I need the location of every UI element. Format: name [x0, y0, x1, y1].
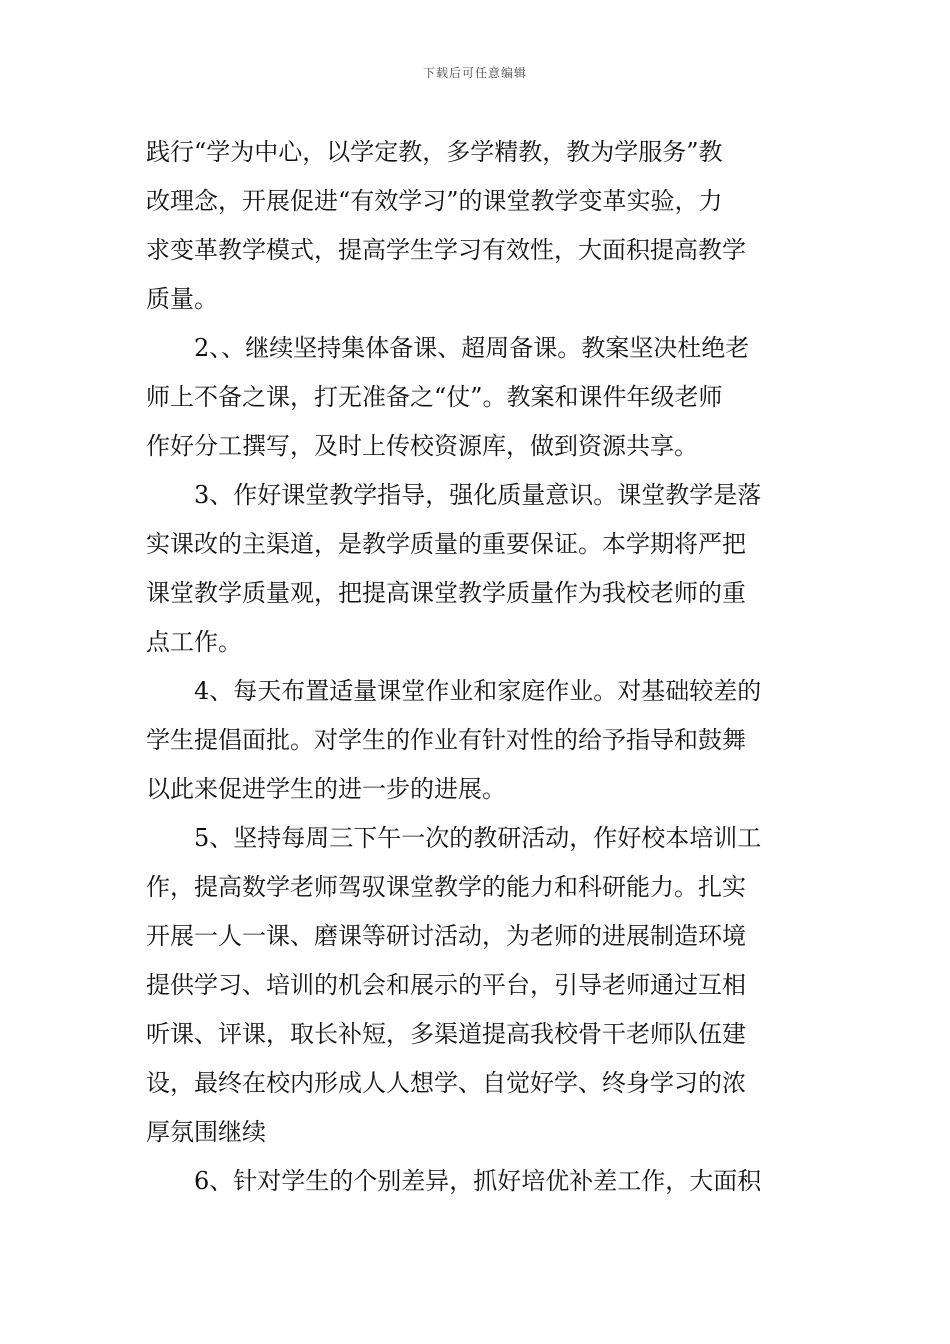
text-line: 5、坚持每周三下午一次的教研活动，作好校本培训工 [194, 824, 762, 852]
text-line: 设，最终在校内形成人人想学、自觉好学、终身学习的浓 [146, 1069, 746, 1097]
text-line: 求变革教学模式，提高学生学习有效性，大面积提高教学 [146, 236, 746, 264]
text-line: 4、每天布置适量课堂作业和家庭作业。对基础较差的 [194, 677, 762, 705]
document-body [146, 128, 806, 1206]
text-line: 质量。 [146, 285, 218, 313]
text-line: 点工作。 [146, 628, 242, 656]
text-line: 6、针对学生的个别差异，抓好培优补差工作，大面积 [194, 1167, 762, 1195]
text-line: 以此来促进学生的进一步的进展。 [146, 775, 506, 803]
text-line: 课堂教学质量观，把提高课堂教学质量作为我校老师的重 [146, 579, 746, 607]
text-line: 3、作好课堂教学指导，强化质量意识。课堂教学是落 [194, 481, 762, 509]
text-line: 2、、继续坚持集体备课、超周备课。教案坚决杜绝老 [194, 334, 750, 362]
header-note: 下载后可任意编辑 [422, 66, 527, 80]
text-line: 提供学习、培训的机会和展示的平台，引导老师通过互相 [146, 971, 746, 999]
text-line: 开展一人一课、磨课等研讨活动，为老师的进展制造环境 [146, 922, 746, 950]
text-line: 学生提倡面批。对学生的作业有针对性的给予指导和鼓舞 [146, 726, 746, 754]
text-line: 实课改的主渠道，是教学质量的重要保证。本学期将严把 [146, 530, 746, 558]
text-line: 作好分工撰写，及时上传校资源库，做到资源共享。 [146, 432, 698, 460]
text-line: 听课、评课，取长补短，多渠道提高我校骨干老师队伍建 [146, 1020, 746, 1048]
text-line: 师上不备之课，打无准备之“仗”。教案和课件年级老师 [146, 383, 723, 411]
text-line: 作，提高数学老师驾驭课堂教学的能力和科研能力。扎实 [146, 873, 746, 901]
text-line: 厚氛围继续 [146, 1118, 266, 1146]
text-line: 改理念，开展促进“有效学习”的课堂教学变革实验，力 [146, 187, 723, 215]
text-line: 践行“学为中心，以学定教，多学精教，教为学服务”教 [146, 138, 723, 166]
